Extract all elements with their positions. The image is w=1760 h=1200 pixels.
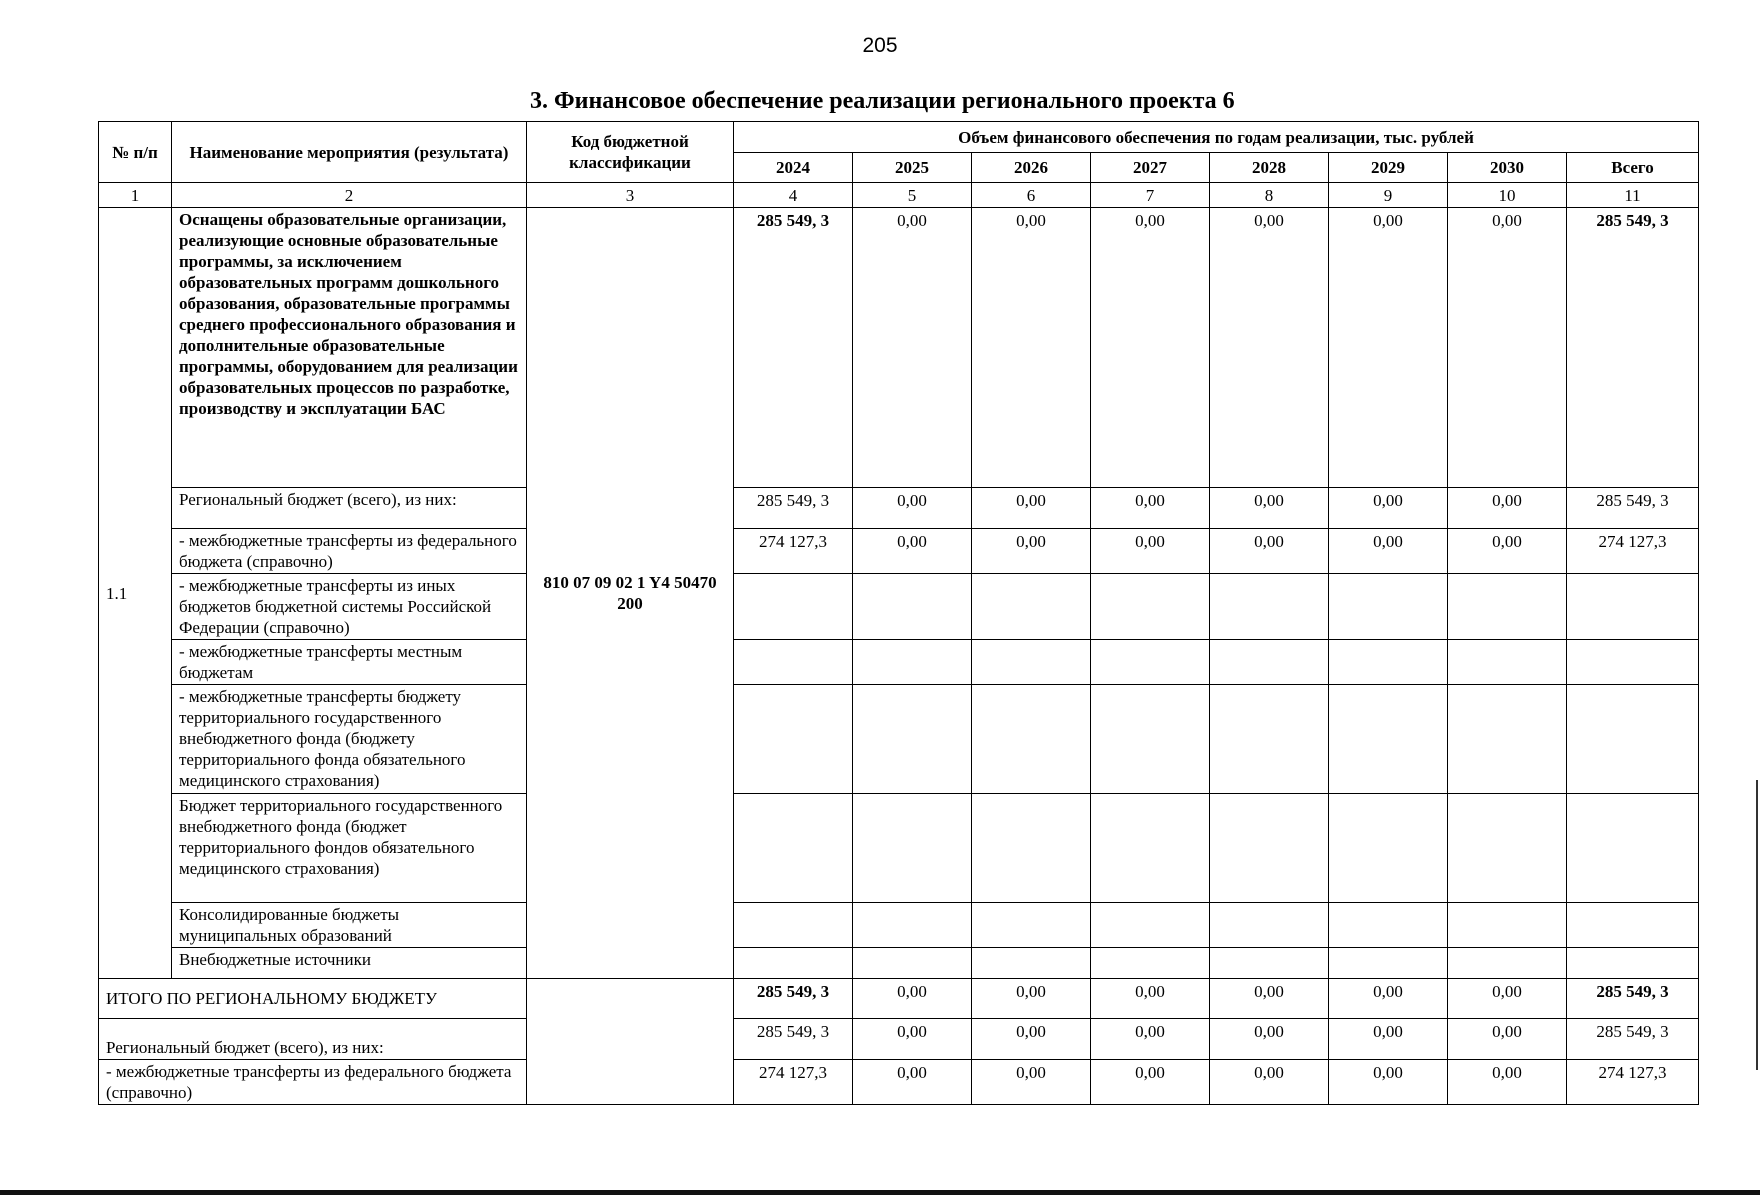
value-cell: 0,00 <box>972 1060 1091 1105</box>
table-row <box>99 208 1699 488</box>
value-cell: 0,00 <box>1210 208 1329 488</box>
value-cell <box>972 640 1091 685</box>
value-cell <box>1567 574 1699 640</box>
column-number: 9 <box>1329 183 1448 208</box>
value-cell: 285 549, 3 <box>1567 1019 1699 1060</box>
value-cell: 0,00 <box>972 979 1091 1019</box>
value-cell: 0,00 <box>1329 979 1448 1019</box>
value-cell <box>1091 640 1210 685</box>
value-cell <box>1091 794 1210 903</box>
value-cell: 285 549, 3 <box>734 979 853 1019</box>
value-cell <box>734 685 853 794</box>
value-cell <box>853 948 972 979</box>
value-cell <box>1448 794 1567 903</box>
header-code: Код бюджетной классификации <box>527 122 734 183</box>
value-cell <box>853 574 972 640</box>
value-cell <box>1567 903 1699 948</box>
column-numbers-row <box>99 183 1699 208</box>
header-year-2027: 2027 <box>1091 153 1210 183</box>
column-number: 3 <box>527 183 734 208</box>
value-cell: 0,00 <box>1091 979 1210 1019</box>
value-cell <box>1567 685 1699 794</box>
project-number: 1.1 <box>99 208 172 979</box>
value-cell: 0,00 <box>1091 208 1210 488</box>
value-cell: 0,00 <box>1329 208 1448 488</box>
header-name: Наименование мероприятия (результата) <box>172 122 527 183</box>
value-cell: 0,00 <box>1448 488 1567 529</box>
table-row <box>99 685 1699 794</box>
value-cell: 0,00 <box>1329 529 1448 574</box>
value-cell <box>734 903 853 948</box>
header-num: № п/п <box>99 122 172 183</box>
total-row <box>99 1019 1699 1060</box>
value-cell <box>1210 794 1329 903</box>
total-row <box>99 979 1699 1019</box>
row-label: - межбюджетные трансферты бюджету территориального государственного внебюджетного фонда (бюджету территориального фонда обязательного медицинского страхования) <box>172 685 527 794</box>
value-cell: 0,00 <box>853 979 972 1019</box>
row-label: Региональный бюджет (всего), из них: <box>172 488 527 529</box>
header-year-2030: 2030 <box>1448 153 1567 183</box>
value-cell: 0,00 <box>972 1019 1091 1060</box>
value-cell <box>1210 640 1329 685</box>
value-cell: 274 127,3 <box>1567 1060 1699 1105</box>
value-cell <box>972 574 1091 640</box>
total-label: Региональный бюджет (всего), из них: <box>99 1019 527 1060</box>
value-cell: 0,00 <box>1210 1060 1329 1105</box>
value-cell <box>1329 794 1448 903</box>
column-number: 2 <box>172 183 527 208</box>
value-cell: 0,00 <box>1091 1060 1210 1105</box>
value-cell <box>972 685 1091 794</box>
header-volume: Объем финансового обеспечения по годам реализации, тыс. рублей <box>734 122 1699 153</box>
header-total: Всего <box>1567 153 1699 183</box>
value-cell: 0,00 <box>1448 1060 1567 1105</box>
value-cell: 0,00 <box>1329 1060 1448 1105</box>
column-number: 8 <box>1210 183 1329 208</box>
value-cell <box>1091 903 1210 948</box>
row-label: Внебюджетные источники <box>172 948 527 979</box>
value-cell <box>1329 948 1448 979</box>
value-cell <box>1329 574 1448 640</box>
column-number: 4 <box>734 183 853 208</box>
value-cell: 274 127,3 <box>1567 529 1699 574</box>
value-cell <box>1091 685 1210 794</box>
value-cell: 0,00 <box>1210 1019 1329 1060</box>
total-label: - межбюджетные трансферты из федерального бюджета (справочно) <box>99 1060 527 1105</box>
value-cell: 274 127,3 <box>734 529 853 574</box>
value-cell <box>853 685 972 794</box>
value-cell <box>1210 903 1329 948</box>
project-name: Оснащены образовательные организации, реализующие основные образовательные программы, за исключением образовательных программ дошкольного образования, образовательные программы среднего профессионального образования и дополнительные образовательные программы, оборудованием для реализации образовательных процессов по разработке, производству и эксплуатации БАС <box>172 208 527 488</box>
table-row <box>99 948 1699 979</box>
value-cell <box>1567 640 1699 685</box>
total-row <box>99 1060 1699 1105</box>
document-title: 3. Финансовое обеспечение реализации регионального проекта 6 <box>530 88 1235 114</box>
column-number: 6 <box>972 183 1091 208</box>
row-label: - межбюджетные трансферты местным бюджетам <box>172 640 527 685</box>
column-number: 1 <box>99 183 172 208</box>
value-cell <box>734 574 853 640</box>
total-label: ИТОГО ПО РЕГИОНАЛЬНОМУ БЮДЖЕТУ <box>99 979 527 1019</box>
value-cell <box>734 794 853 903</box>
value-cell: 0,00 <box>1210 979 1329 1019</box>
table-row <box>99 903 1699 948</box>
value-cell: 285 549, 3 <box>1567 208 1699 488</box>
value-cell: 0,00 <box>1329 1019 1448 1060</box>
value-cell <box>1329 903 1448 948</box>
row-label: Бюджет территориального государственного внебюджетного фонда (бюджет территориального фондов обязательного медицинского страхования) <box>172 794 527 903</box>
value-cell: 274 127,3 <box>734 1060 853 1105</box>
value-cell <box>1210 685 1329 794</box>
header-year-2029: 2029 <box>1329 153 1448 183</box>
column-number: 10 <box>1448 183 1567 208</box>
value-cell: 0,00 <box>853 529 972 574</box>
column-number: 7 <box>1091 183 1210 208</box>
value-cell: 0,00 <box>1091 1019 1210 1060</box>
value-cell: 0,00 <box>853 1019 972 1060</box>
budget-code: 810 07 09 02 1 Y4 50470 200 <box>527 208 734 979</box>
value-cell <box>1329 640 1448 685</box>
value-cell: 285 549, 3 <box>1567 488 1699 529</box>
column-number: 5 <box>853 183 972 208</box>
header-year-2025: 2025 <box>853 153 972 183</box>
value-cell <box>853 794 972 903</box>
bottom-divider <box>0 1190 1760 1195</box>
value-cell: 0,00 <box>1091 529 1210 574</box>
value-cell <box>853 640 972 685</box>
value-cell <box>972 903 1091 948</box>
value-cell <box>972 948 1091 979</box>
value-cell <box>1091 574 1210 640</box>
financing-table <box>98 121 1699 1105</box>
page-number: 205 <box>862 34 898 57</box>
value-cell: 0,00 <box>972 529 1091 574</box>
value-cell <box>1210 948 1329 979</box>
value-cell: 0,00 <box>1448 979 1567 1019</box>
value-cell <box>1448 640 1567 685</box>
value-cell: 0,00 <box>1448 529 1567 574</box>
value-cell: 285 549, 3 <box>734 1019 853 1060</box>
value-cell <box>1448 685 1567 794</box>
value-cell <box>853 903 972 948</box>
value-cell <box>734 640 853 685</box>
total-code-cell <box>527 979 734 1105</box>
table-row <box>99 794 1699 903</box>
value-cell <box>1567 794 1699 903</box>
value-cell: 0,00 <box>972 488 1091 529</box>
value-cell <box>1210 574 1329 640</box>
right-edge-line <box>1756 780 1758 1070</box>
value-cell: 0,00 <box>853 1060 972 1105</box>
value-cell: 0,00 <box>1329 488 1448 529</box>
value-cell: 0,00 <box>972 208 1091 488</box>
value-cell <box>734 948 853 979</box>
value-cell: 0,00 <box>1448 208 1567 488</box>
table-row <box>99 574 1699 640</box>
value-cell <box>1567 948 1699 979</box>
column-number: 11 <box>1567 183 1699 208</box>
table-row <box>99 640 1699 685</box>
value-cell: 0,00 <box>1448 1019 1567 1060</box>
table-row <box>99 488 1699 529</box>
value-cell: 0,00 <box>1210 529 1329 574</box>
value-cell: 285 549, 3 <box>734 488 853 529</box>
table-row <box>99 529 1699 574</box>
value-cell <box>1448 903 1567 948</box>
header-year-2024: 2024 <box>734 153 853 183</box>
value-cell: 0,00 <box>1091 488 1210 529</box>
value-cell: 0,00 <box>1210 488 1329 529</box>
row-label: - межбюджетные трансферты из федерального бюджета (справочно) <box>172 529 527 574</box>
header-year-2028: 2028 <box>1210 153 1329 183</box>
value-cell <box>1091 948 1210 979</box>
value-cell: 0,00 <box>853 208 972 488</box>
value-cell: 285 549, 3 <box>734 208 853 488</box>
row-label: Консолидированные бюджеты муниципальных образований <box>172 903 527 948</box>
value-cell: 0,00 <box>853 488 972 529</box>
row-label: - межбюджетные трансферты из иных бюджетов бюджетной системы Российской Федерации (справочно) <box>172 574 527 640</box>
value-cell <box>1448 948 1567 979</box>
value-cell: 285 549, 3 <box>1567 979 1699 1019</box>
header-year-2026: 2026 <box>972 153 1091 183</box>
value-cell <box>972 794 1091 903</box>
value-cell <box>1329 685 1448 794</box>
value-cell <box>1448 574 1567 640</box>
